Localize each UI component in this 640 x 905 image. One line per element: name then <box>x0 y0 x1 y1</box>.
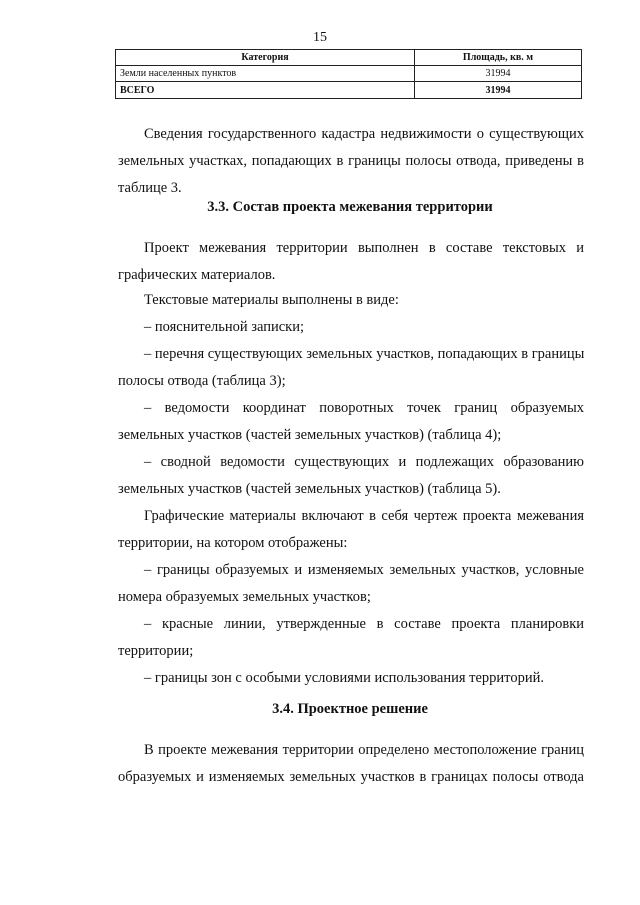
text-line: графических материалов. <box>118 267 276 283</box>
list-intro-cont: территории, на котором отображены: <box>118 535 348 551</box>
list-item: – сводной ведомости существующих и подлежащих образованию <box>144 454 584 470</box>
text-line: таблице 3. <box>118 180 182 196</box>
table-total-row <box>116 82 582 99</box>
section-heading-3-3: 3.3. Состав проекта межевания территории <box>207 199 493 215</box>
text-line: образуемых и изменяемых земельных участков в границах полосы отвода <box>118 769 584 785</box>
list-item: – границы зон с особыми условиями использования территорий. <box>144 670 544 686</box>
page-number: 15 <box>313 30 327 45</box>
paragraph-composition <box>118 235 584 289</box>
table-row <box>116 66 582 82</box>
header-category: Категория <box>116 50 415 66</box>
list-item-cont: земельных участков (частей земельных участков) (таблица 4); <box>118 427 502 443</box>
area-table <box>115 49 582 99</box>
list-item-cont: территории; <box>118 643 194 659</box>
list-item-cont: земельных участков (частей земельных участков) (таблица 5). <box>118 481 501 497</box>
row-area: 31994 <box>415 66 582 82</box>
list-item: – красные линии, утвержденные в составе проекта планировки <box>144 616 584 632</box>
list-item: – ведомости координат поворотных точек границ образуемых <box>144 400 584 416</box>
list-item: – границы образуемых и изменяемых земельных участков, условные <box>144 562 584 578</box>
list-intro: Текстовые материалы выполнены в виде: <box>144 292 399 308</box>
text-materials-list <box>118 287 584 503</box>
total-category: ВСЕГО <box>116 82 415 99</box>
paragraph-cadastre <box>118 121 584 202</box>
list-item-cont: номера образуемых земельных участков; <box>118 589 371 605</box>
text-line: Проект межевания территории выполнен в составе текстовых и <box>144 240 584 256</box>
list-item-cont: полосы отвода (таблица 3); <box>118 373 286 389</box>
text-line: земельных участках, попадающих в границы полосы отвода, приведены в <box>118 153 584 169</box>
row-category: Земли населенных пунктов <box>116 66 415 82</box>
paragraph-project-decision <box>118 737 584 791</box>
graphic-materials-list <box>118 503 584 692</box>
table-header-row <box>116 50 582 66</box>
section-heading-3-4: 3.4. Проектное решение <box>272 701 428 717</box>
text-line: В проекте межевания территории определено местоположение границ <box>144 742 584 758</box>
text-line: Сведения государственного кадастра недвижимости о существующих <box>144 126 584 142</box>
list-item: – перечня существующих земельных участков, попадающих в границы <box>144 346 585 362</box>
list-item: – пояснительной записки; <box>144 319 305 335</box>
header-area: Площадь, кв. м <box>415 50 582 66</box>
total-area: 31994 <box>415 82 582 99</box>
list-intro: Графические материалы включают в себя чертеж проекта межевания <box>144 508 584 524</box>
